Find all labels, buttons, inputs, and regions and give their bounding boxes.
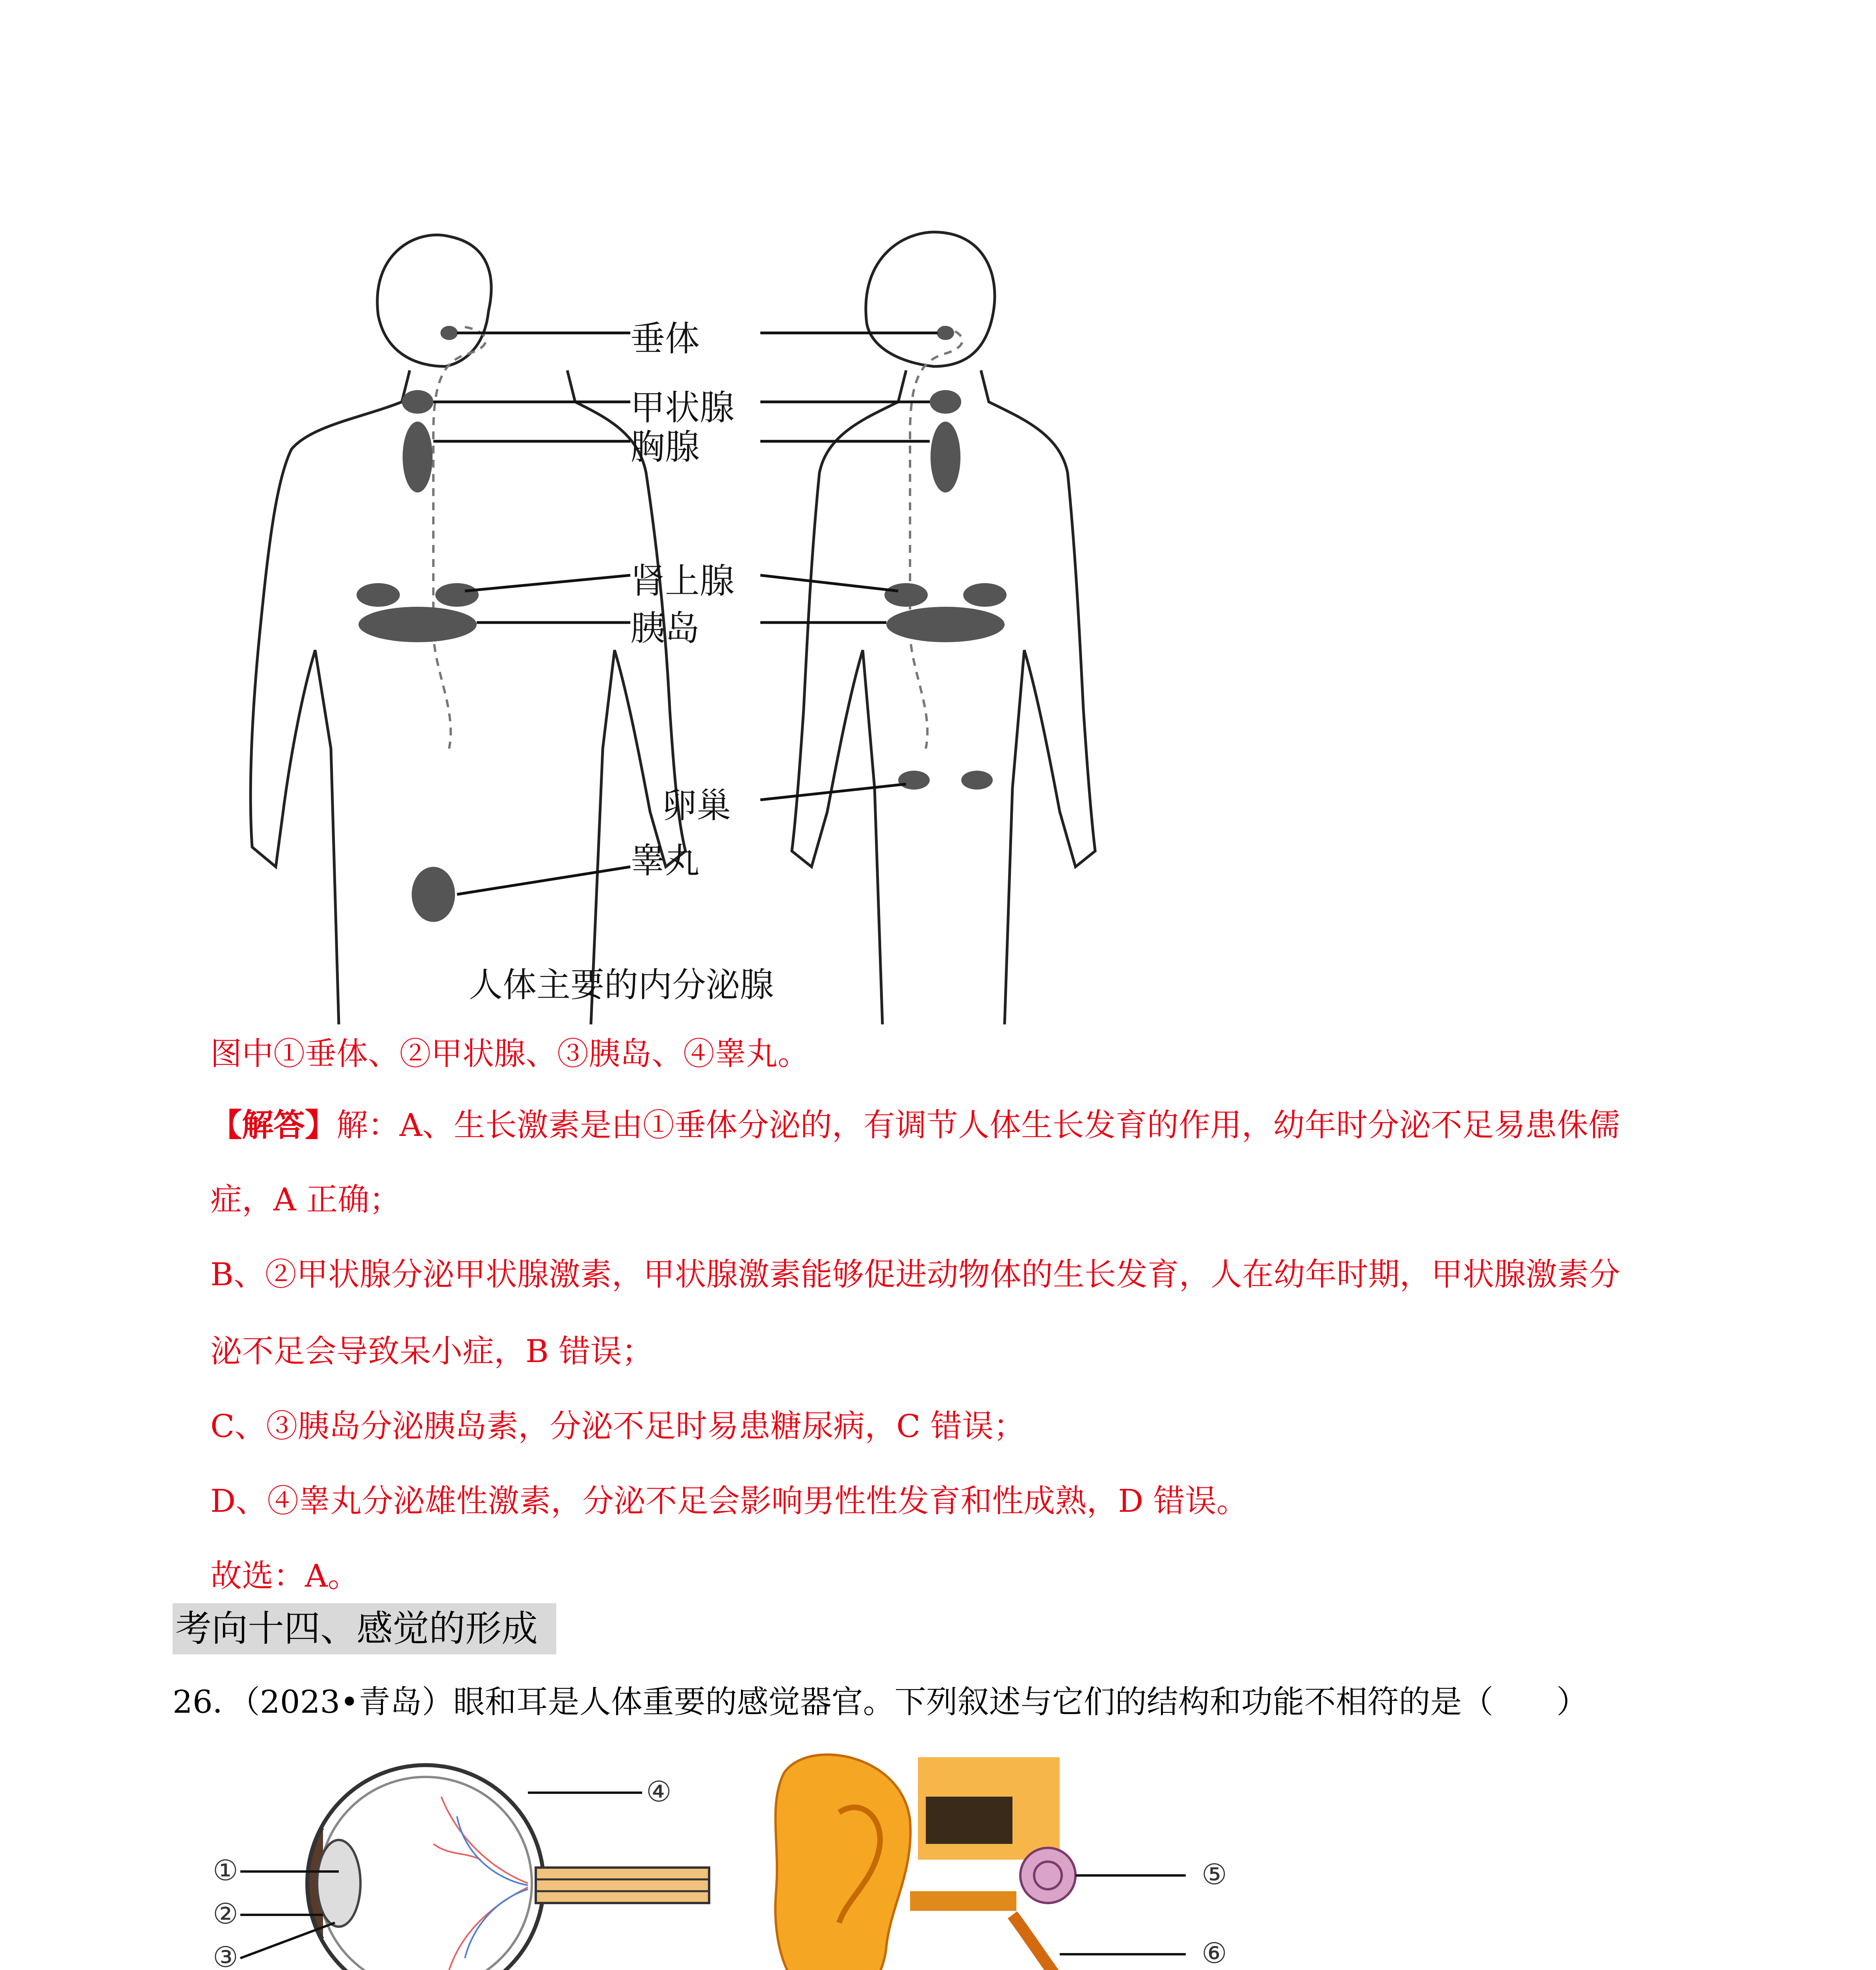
section-heading: 考向十四、感觉的形成	[175, 1608, 538, 1650]
label-ovary: 卵巢	[662, 785, 732, 826]
eye-diagram	[205, 1749, 717, 1970]
label-islets: 胰岛	[630, 608, 700, 649]
eye-label-1: ①	[213, 1854, 238, 1887]
ear-label-5: ⑤	[1202, 1858, 1227, 1891]
female-head	[866, 232, 995, 366]
label-thymus: 胸腺	[630, 427, 700, 467]
answer-line-3: B、②甲状腺分泌甲状腺激素，甲状腺激素能够促进动物体的生长发育，人在幼年时期，甲状腺激素分	[210, 1256, 1620, 1293]
label-adrenal: 肾上腺	[630, 561, 735, 601]
question-26-text: 26．（2023•青岛）眼和耳是人体重要的感觉器官。下列叙述与它们的结构和功能不相符的是（ ）	[173, 1684, 1588, 1720]
male-head	[377, 235, 491, 366]
answer-line-5: C、③胰岛分泌胰岛素，分泌不足时易患糖尿病，C 错误；	[210, 1408, 1025, 1444]
answer-line-7: 故选：A。	[210, 1557, 359, 1594]
label-testis: 睾丸	[630, 840, 700, 881]
label-pituitary: 垂体	[630, 318, 700, 359]
answer-line-1	[210, 1105, 1620, 1145]
answer-line-6: D、④睾丸分泌雄性激素，分泌不足会影响男性性发育和性成熟，D 错误。	[210, 1483, 1248, 1519]
ear-label-6: ⑥	[1202, 1937, 1227, 1970]
answer-tag: 【解答】	[210, 1106, 336, 1143]
analysis-prev: 图中①垂体、②甲状腺、③胰岛、④睾丸。	[210, 1035, 809, 1072]
eye-label-3: ③	[213, 1940, 238, 1970]
label-thyroid: 甲状腺	[630, 387, 735, 428]
ear-diagram	[760, 1741, 1272, 1970]
eye-label-4: ④	[646, 1775, 672, 1808]
eye-label-2: ②	[213, 1897, 238, 1930]
answer-text-1: 解：A、生长激素是由①垂体分泌的，有调节人体生长发育的作用，幼年时分泌不足易患侏儒	[336, 1107, 1620, 1143]
answer-line-4: 泌不足会导致呆小症，B 错误；	[210, 1333, 654, 1370]
answer-line-2: 症，A 正确；	[210, 1181, 401, 1218]
male-body	[251, 370, 685, 1024]
figure-caption: 人体主要的内分泌腺	[469, 965, 774, 1005]
